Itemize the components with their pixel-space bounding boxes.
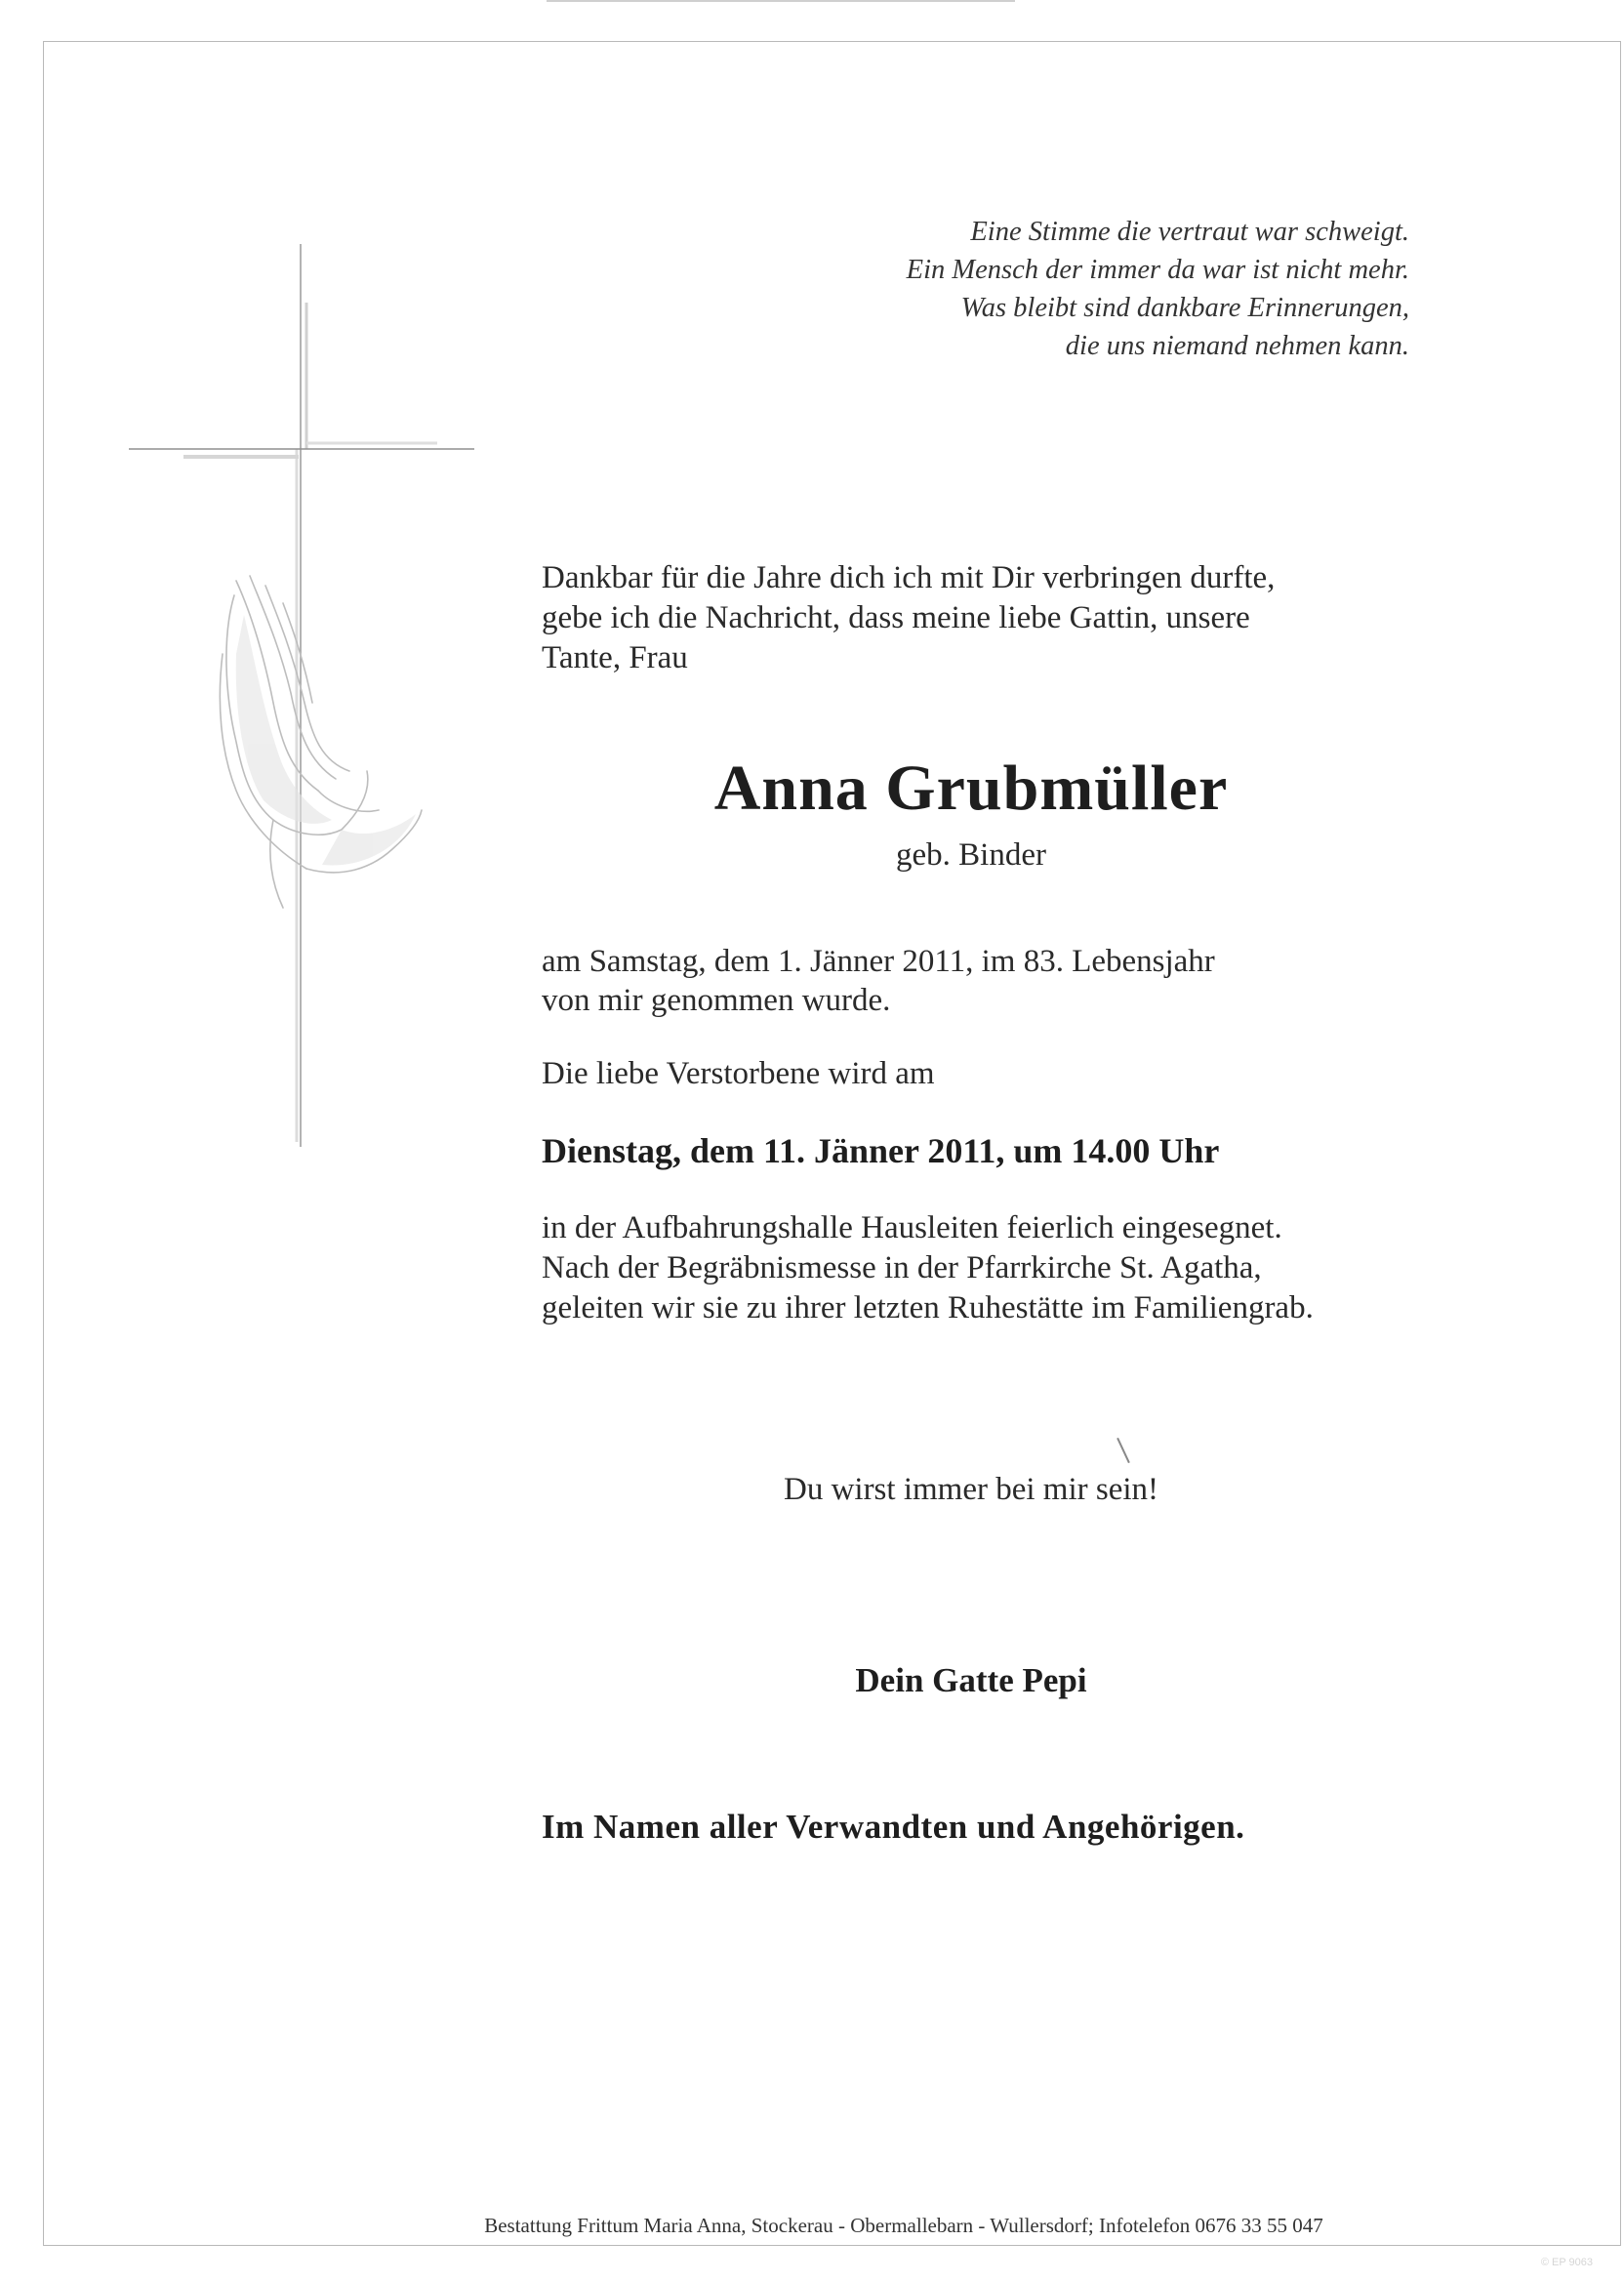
farewell-line: Du wirst immer bei mir sein! xyxy=(783,1472,1158,1507)
poem-line: Was bleibt sind dankbare Erinnerungen, xyxy=(960,293,1409,323)
print-code: © EP 9063 xyxy=(1540,2257,1593,2268)
cross-icon xyxy=(127,244,478,1152)
scan-edge-line xyxy=(547,0,1015,2)
poem-line: Eine Stimme die vertraut war schweigt. xyxy=(970,217,1409,247)
funeral-home-footer xyxy=(0,2214,1624,2238)
maiden-name: geb. Binder xyxy=(896,837,1046,873)
death-notice xyxy=(542,942,1420,1020)
announcement-intro xyxy=(542,558,1420,678)
funeral-detail-line: in der Aufbahrungshalle Hausleiten feierlich eingesegnet. xyxy=(542,1210,1282,1245)
signature: Dein Gatte Pepi xyxy=(855,1661,1087,1699)
poem-line: die uns niemand nehmen kann. xyxy=(1065,331,1409,361)
funeral-intro: Die liebe Verstorbene wird am xyxy=(542,1056,935,1091)
death-line: am Samstag, dem 1. Jänner 2011, im 83. Lebensjahr xyxy=(542,944,1215,979)
funeral-detail-line: geleiten wir sie zu ihrer letzten Ruhestätte im Familiengrab. xyxy=(542,1290,1314,1325)
funeral-detail-line: Nach der Begräbnismesse in der Pfarrkirche St. Agatha, xyxy=(542,1250,1262,1285)
funeral-details xyxy=(542,1208,1479,1328)
deceased-name: Anna Grubmüller xyxy=(713,753,1229,824)
closing-line: Im Namen aller Verwandten und Angehörigen. xyxy=(542,1808,1245,1846)
death-line: von mir genommen wurde. xyxy=(542,983,891,1018)
intro-line: Tante, Frau xyxy=(542,640,688,675)
poem-verse xyxy=(726,213,1409,365)
intro-line: gebe ich die Nachricht, dass meine liebe Gattin, unsere xyxy=(542,600,1250,635)
funeral-date: Dienstag, dem 11. Jänner 2011, um 14.00 Uhr xyxy=(542,1131,1220,1170)
poem-line: Ein Mensch der immer da war ist nicht mehr. xyxy=(906,255,1409,285)
intro-line: Dankbar für die Jahre dich ich mit Dir verbringen durfte, xyxy=(542,560,1276,595)
footer-text: Bestattung Frittum Maria Anna, Stockerau - Obermallebarn - Wullersdorf; Infotelefon 0676 33 55 047 xyxy=(484,2214,1323,2237)
